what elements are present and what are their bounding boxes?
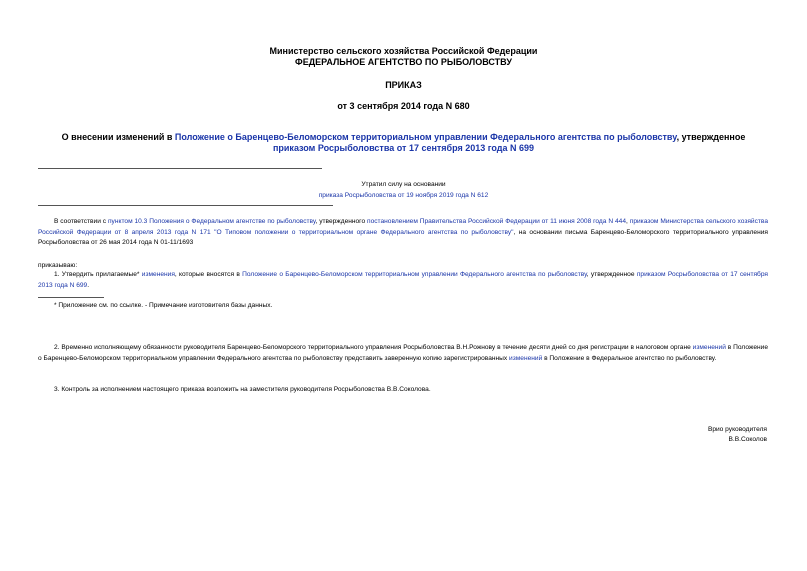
preamble-text-1: В соответствии с (54, 218, 108, 225)
preamble-paragraph (38, 217, 768, 249)
link-ministry-order-171[interactable]: приказом Министерства сельского хозяйства Российской Федерации от 8 апреля 2013 года N 171 "О Типовом положении о территориальном органе Федерального агентства по рыболовству" (38, 218, 769, 236)
ministry-name: Министерство сельского хозяйства Российской Федерации (269, 46, 538, 56)
item-1-paragraph (38, 270, 768, 291)
document-date-number: от 3 сентября 2014 года N 680 (337, 101, 470, 111)
title-link-order[interactable]: приказом Росрыболовства от 17 сентября 2013 года N 699 (272, 143, 535, 153)
link-changes-3[interactable]: изменений (509, 354, 543, 362)
preamble-text-2: , утвержденного (315, 218, 368, 225)
item-1-text-1: 1. Утвердить прилагаемые* (54, 271, 142, 278)
item-2-text-1: 2. Временно исполняющему обязанности руководителя Баренцево-Беломорского территориального управления Росрыболовства В.Н.Рожнову в течение десяти дней со дня регистрации в налоговом органе (54, 344, 693, 351)
footnote-divider (38, 297, 104, 298)
footnote: * Приложение см. по ссылке. - Примечание изготовителя базы данных. (54, 302, 273, 309)
link-changes-2[interactable]: изменений (692, 344, 726, 351)
order-word: приказываю: (38, 262, 78, 269)
title-prefix: О внесении изменений в (61, 132, 175, 142)
link-regulation[interactable]: Положение о Баренцево-Беломорском территориальном управлении Федерального агентства по рыболовству (242, 271, 587, 278)
divider-status (38, 205, 333, 206)
item-2-paragraph (38, 343, 768, 364)
status-link-wrap (0, 191, 807, 201)
status-text: Утратил силу на основании (361, 181, 446, 188)
item-3-paragraph: 3. Контроль за исполнением настоящего приказа возложить на заместителя руководителя Росрыболовства В.В.Соколова. (54, 386, 431, 393)
status-link-repeal-order[interactable]: приказа Росрыболовства от 19 ноября 2019 года N 612 (318, 192, 489, 199)
item-2-text-2: в Положение о Баренцево-Беломорском территориальном управлении Федерального агентства по рыболовству представить заверенную копию зарегистрированных (38, 344, 769, 362)
document-type: ПРИКАЗ (385, 80, 422, 90)
item-1-text-2: , которые вносятся в (174, 271, 243, 278)
preamble-text-3: , (626, 218, 630, 225)
title-link-regulation[interactable]: Положение о Баренцево-Беломорском территориальном управлении Федерального агентства по рыболовству (174, 132, 677, 142)
link-order-699[interactable]: приказом Росрыболовства от 17 сентября 2013 года N 699 (38, 271, 768, 289)
agency-name: ФЕДЕРАЛЬНОЕ АГЕНТСТВО ПО РЫБОЛОВСТВУ (295, 57, 512, 67)
item-1-text-3: , утвержденное (586, 271, 637, 278)
divider-top (38, 168, 322, 169)
preamble-text-4: , на основании письма Баренцево-Беломорского территориального управления Росрыболовства от 26 мая 2014 года N 01-11/1693 (38, 228, 768, 246)
signature-name: В.В.Соколов (728, 436, 767, 443)
signature-position: Врио руководителя (707, 426, 767, 433)
item-2-text-3: в Положение в Федеральное агентство по рыболовству. (542, 354, 717, 362)
document-title (40, 132, 767, 154)
link-clause-10-3[interactable]: пунктом 10.3 Положения о Федеральном агентстве по рыболовству (107, 218, 316, 225)
item-1-text-4: . (87, 281, 90, 289)
title-middle: , утвержденное (676, 132, 746, 142)
link-government-decree-444[interactable]: постановлением Правительства Российской Федерации от 11 июня 2008 года N 444 (367, 218, 627, 225)
link-changes[interactable]: изменения (141, 271, 175, 278)
